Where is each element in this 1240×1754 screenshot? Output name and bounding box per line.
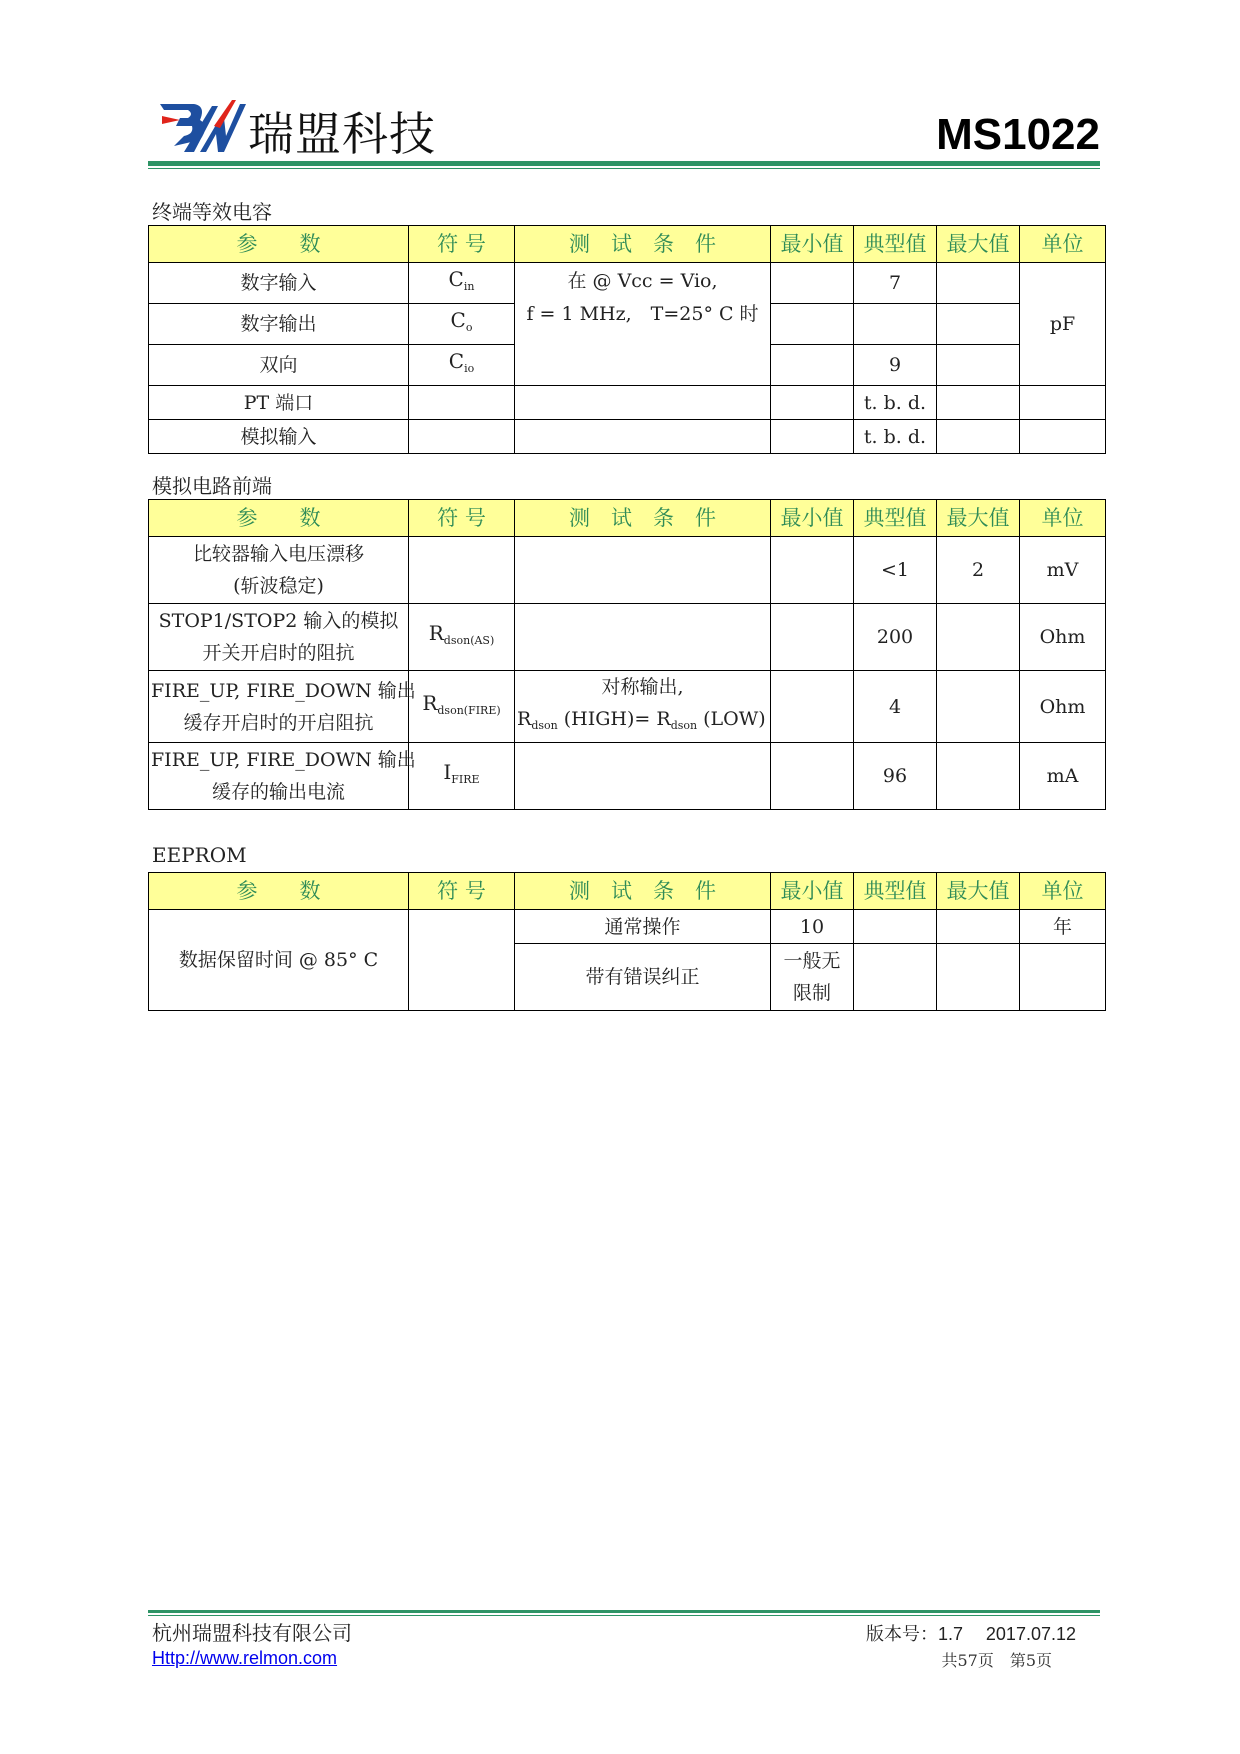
param-cell: PT 端口 [149,386,409,420]
max-cell [937,910,1020,944]
param-cell: FIRE_UP, FIRE_DOWN 输出 缓存开启时的开启阻抗 [149,671,409,743]
terminal-capacitance-table [148,225,1106,454]
param-cell: 模拟输入 [149,420,409,454]
analog-frontend-table [148,499,1106,810]
unit-cell: Ohm [1020,604,1106,671]
col-param: 参 数 [149,226,409,263]
min-cell [771,304,854,345]
section-title-terminal-capacitance: 终端等效电容 [152,200,272,224]
col-param: 参 数 [149,873,409,910]
unit-cell: Ohm [1020,671,1106,743]
min-cell [771,537,854,604]
website-link[interactable]: Http://www.relmon.com [152,1648,338,1668]
footer-company: 杭州瑞盟科技有限公司 [152,1621,352,1645]
max-cell: 2 [937,537,1020,604]
table-header-row [149,226,1106,263]
max-cell [937,671,1020,743]
symbol-cell: $C_{io}$ [409,345,515,386]
typ-cell: 7 [854,263,937,304]
typ-cell: 96 [854,743,937,810]
typ-cell: 4 [854,671,937,743]
col-min: 最小值 [771,873,854,910]
unit-cell: mA [1020,743,1106,810]
unit-cell [1020,420,1106,454]
max-cell [937,944,1020,1011]
col-condition: 测 试 条 件 [515,500,771,537]
table-row [149,910,1106,944]
symbol-cell [409,386,515,420]
col-unit: 单位 [1020,873,1106,910]
symbol-cell [409,910,515,1011]
col-param: 参 数 [149,500,409,537]
max-cell [937,386,1020,420]
symbol-cell: $R_{dson(AS)}$ [409,604,515,671]
company-logo-icon [154,96,246,156]
unit-cell: 年 [1020,910,1106,944]
col-max: 最大值 [937,500,1020,537]
min-cell: 10 [771,910,854,944]
table-row [149,537,1106,604]
col-unit: 单位 [1020,500,1106,537]
col-symbol: 符 号 [409,226,515,263]
model-number: MS1022 [936,110,1100,159]
footer-version: 版本号：1.7 2017.07.12 [865,1624,1076,1645]
company-name: 瑞盟科技 [248,107,436,161]
min-cell [771,604,854,671]
max-cell [937,345,1020,386]
condition-cell: 对称输出, $R_{dson}$ (HIGH)= $R_{dson}$ (LOW) [515,671,771,743]
symbol-cell [409,537,515,604]
min-cell [771,345,854,386]
unit-cell: mV [1020,537,1106,604]
typ-cell [854,910,937,944]
condition-cell [515,604,771,671]
footer-page-count: 共57页 第5页 [941,1651,1052,1670]
symbol-cell [409,420,515,454]
typ-cell: 200 [854,604,937,671]
eeprom-table [148,872,1106,1011]
min-cell: 一般无 限制 [771,944,854,1011]
symbol-cell: $R_{dson(FIRE)}$ [409,671,515,743]
typ-cell: t. b. d. [854,386,937,420]
condition-cell: 通常操作 [515,910,771,944]
max-cell [937,604,1020,671]
min-cell [771,743,854,810]
typ-cell: t. b. d. [854,420,937,454]
col-min: 最小值 [771,500,854,537]
param-cell: STOP1/STOP2 输入的模拟 开关开启时的阻抗 [149,604,409,671]
col-condition: 测 试 条 件 [515,226,771,263]
condition-cell: 在 @ Vcc = Vio, f = 1 MHz, T=25° C 时 [515,263,771,386]
max-cell [937,420,1020,454]
max-cell [937,743,1020,810]
table-row [149,671,1106,743]
col-unit: 单位 [1020,226,1106,263]
col-typ: 典型值 [854,500,937,537]
unit-cell [1020,944,1106,1011]
table-row [149,743,1106,810]
table-header-row [149,500,1106,537]
col-max: 最大值 [937,873,1020,910]
table-row [149,263,1106,304]
param-cell: 双向 [149,345,409,386]
header-rule [148,161,1100,166]
max-cell [937,304,1020,345]
condition-cell [515,743,771,810]
table-row [149,420,1106,454]
condition-cell [515,537,771,604]
col-symbol: 符 号 [409,873,515,910]
symbol-cell: $C_{in}$ [409,263,515,304]
param-cell: 数字输出 [149,304,409,345]
col-max: 最大值 [937,226,1020,263]
section-title-analog-frontend: 模拟电路前端 [152,474,272,498]
typ-cell [854,304,937,345]
table-header-row [149,873,1106,910]
header-rule-thin [148,168,1100,169]
param-cell: FIRE_UP, FIRE_DOWN 输出 缓存的输出电流 [149,743,409,810]
condition-cell [515,420,771,454]
typ-cell: 9 [854,345,937,386]
symbol-cell: $C_o$ [409,304,515,345]
condition-cell [515,386,771,420]
typ-cell [854,944,937,1011]
table-row [149,604,1106,671]
col-condition: 测 试 条 件 [515,873,771,910]
symbol-cell: $I_{FIRE}$ [409,743,515,810]
footer-rule [148,1610,1100,1613]
min-cell [771,263,854,304]
typ-cell: <1 [854,537,937,604]
unit-cell: pF [1020,263,1106,386]
col-typ: 典型值 [854,226,937,263]
col-min: 最小值 [771,226,854,263]
condition-cell: 带有错误纠正 [515,944,771,1011]
section-title-eeprom: EEPROM [152,843,247,867]
col-typ: 典型值 [854,873,937,910]
max-cell [937,263,1020,304]
param-cell: 数字输入 [149,263,409,304]
param-cell: 比较器输入电压漂移 (斩波稳定) [149,537,409,604]
footer-rule-thin [148,1615,1100,1616]
min-cell [771,671,854,743]
unit-cell [1020,386,1106,420]
min-cell [771,386,854,420]
page-header [148,92,1100,170]
min-cell [771,420,854,454]
param-cell: 数据保留时间 @ 85° C [149,910,409,1011]
table-row [149,386,1106,420]
col-symbol: 符 号 [409,500,515,537]
